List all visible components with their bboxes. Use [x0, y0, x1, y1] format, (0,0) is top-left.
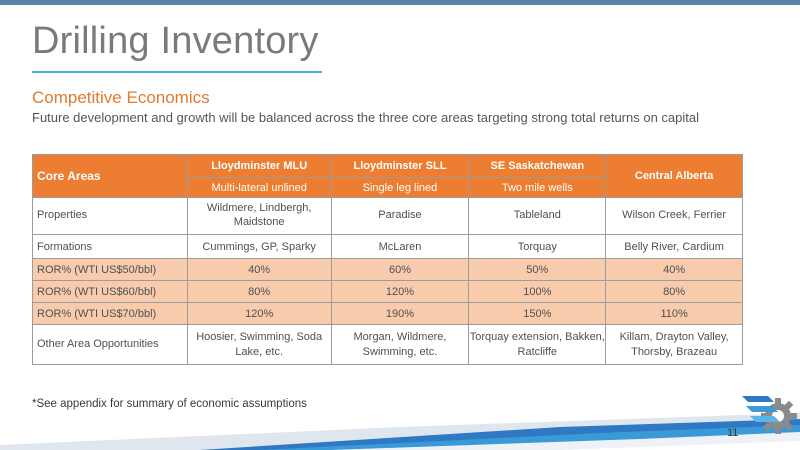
table-cell: 110%	[606, 303, 743, 325]
column-header-lloydminster-sll: Lloydminster SLL	[331, 155, 469, 178]
row-label: Formations	[33, 235, 188, 259]
column-subheader-se-saskatchewan: Two mile wells	[469, 178, 606, 198]
table-cell: Wilson Creek, Ferrier	[606, 198, 743, 235]
table-cell: 60%	[331, 259, 469, 281]
gear-arrow-logo-icon	[738, 386, 800, 438]
table-cell: Hoosier, Swimming, Soda Lake, etc.	[187, 325, 331, 365]
table-cell: Belly River, Cardium	[606, 235, 743, 259]
row-label: Properties	[33, 198, 188, 235]
table-cell: 40%	[606, 259, 743, 281]
section-tagline: Future development and growth will be balanced across the three core areas targeting strong total returns on capital	[32, 110, 699, 125]
table-row-formations	[33, 235, 743, 259]
top-accent-bar	[0, 0, 800, 5]
title-underline	[32, 71, 322, 73]
table-row-ror-50	[33, 259, 743, 281]
row-label: ROR% (WTI US$70/bbl)	[33, 303, 188, 325]
section-subtitle: Competitive Economics	[32, 88, 210, 107]
table-row-ror-70	[33, 303, 743, 325]
table-cell: 80%	[187, 281, 331, 303]
table-cell: 100%	[469, 281, 606, 303]
table-cell: Morgan, Wildmere, Swimming, etc.	[331, 325, 469, 365]
bottom-swoosh-band	[0, 405, 800, 450]
table-cell: Torquay	[469, 235, 606, 259]
column-header-lloydminster-mlu: Lloydminster MLU	[187, 155, 331, 178]
column-subheader-lloydminster-mlu: Multi-lateral unlined	[187, 178, 331, 198]
table-header-row	[33, 155, 743, 178]
table-cell: 120%	[331, 281, 469, 303]
table-row-properties	[33, 198, 743, 235]
page-title: Drilling Inventory	[32, 20, 319, 62]
column-header-central-alberta: Central Alberta	[606, 155, 743, 198]
table-cell: 150%	[469, 303, 606, 325]
row-label: ROR% (WTI US$50/bbl)	[33, 259, 188, 281]
table-cell: 80%	[606, 281, 743, 303]
corner-header: Core Areas	[33, 155, 188, 198]
table-row-other-opportunities	[33, 325, 743, 365]
row-label: Other Area Opportunities	[33, 325, 188, 365]
table-cell: McLaren	[331, 235, 469, 259]
economics-table	[32, 154, 743, 365]
table-row-ror-60	[33, 281, 743, 303]
table-cell: Killam, Drayton Valley, Thorsby, Brazeau	[606, 325, 743, 365]
table-cell: 50%	[469, 259, 606, 281]
table-cell: Paradise	[331, 198, 469, 235]
column-subheader-lloydminster-sll: Single leg lined	[331, 178, 469, 198]
page-number: 11	[727, 427, 739, 439]
column-header-se-saskatchewan: SE Saskatchewan	[469, 155, 606, 178]
table-cell: 40%	[187, 259, 331, 281]
table-cell: Torquay extension, Bakken, Ratcliffe	[469, 325, 606, 365]
table-cell: Wildmere, Lindbergh, Maidstone	[187, 198, 331, 235]
table-cell: Tableland	[469, 198, 606, 235]
table-cell: 190%	[331, 303, 469, 325]
footnote: *See appendix for summary of economic assumptions	[32, 398, 307, 410]
table-cell: 120%	[187, 303, 331, 325]
row-label: ROR% (WTI US$60/bbl)	[33, 281, 188, 303]
table-cell: Cummings, GP, Sparky	[187, 235, 331, 259]
